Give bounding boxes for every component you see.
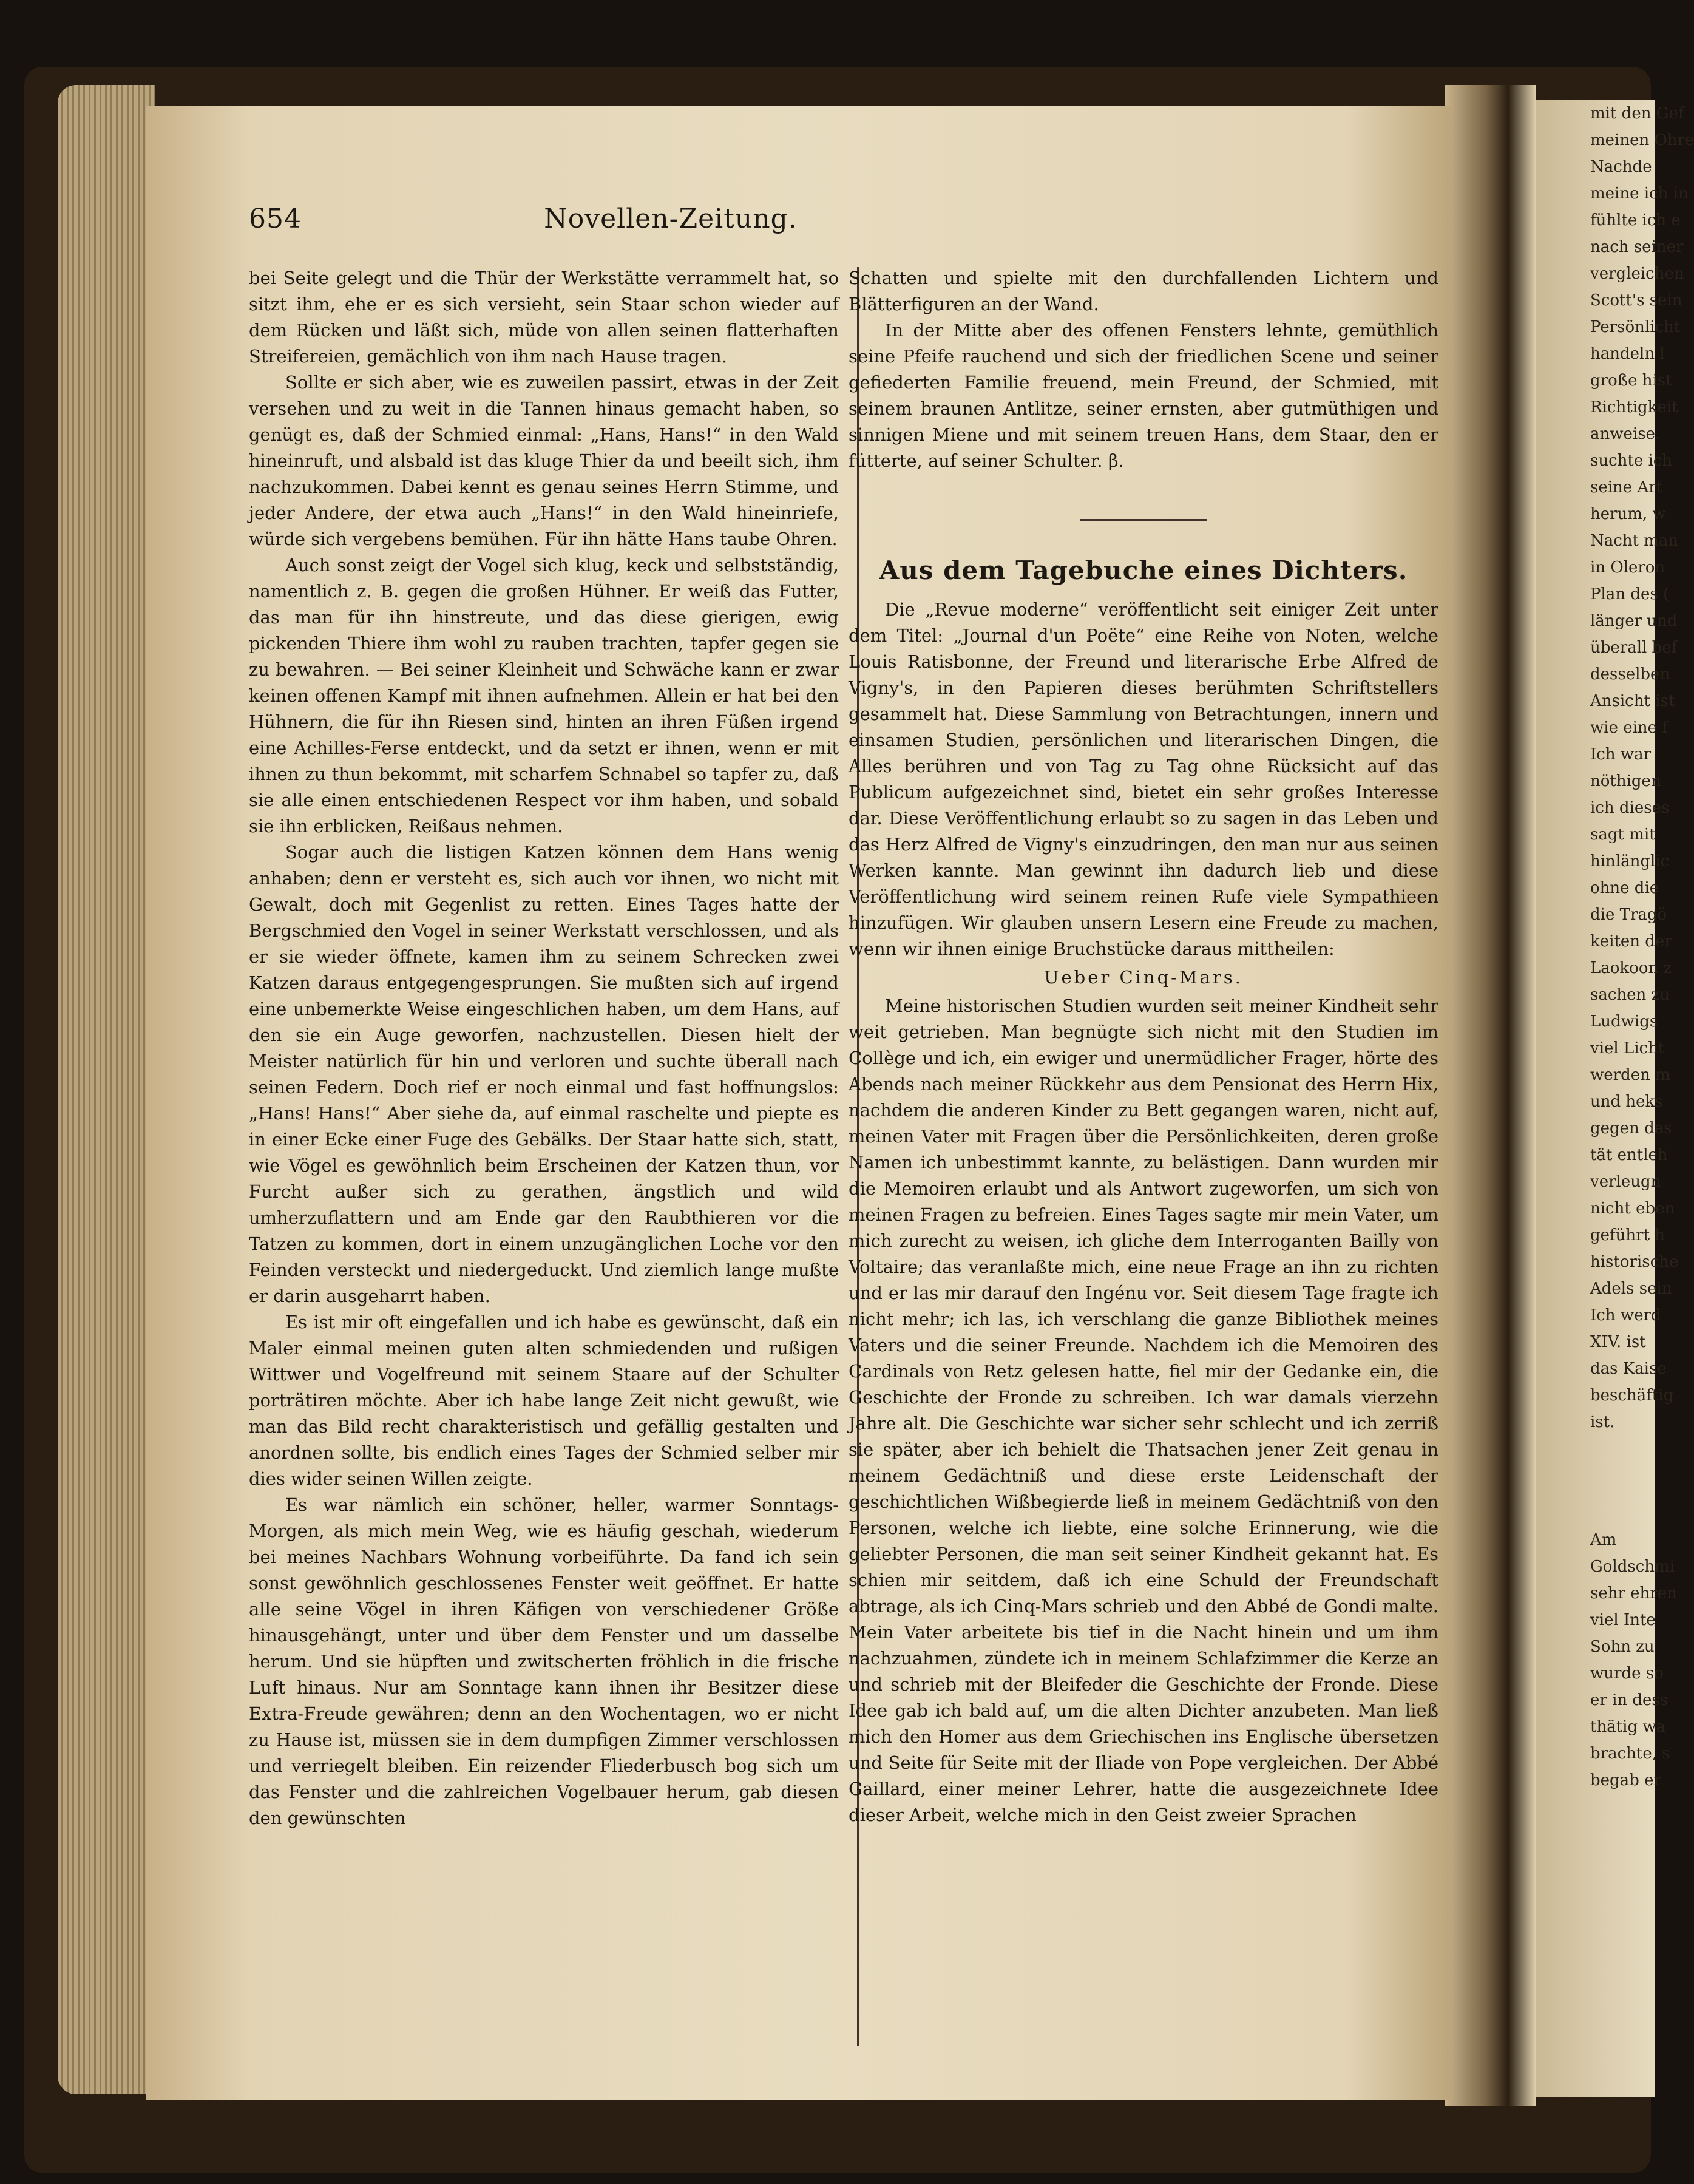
facing-page-line: vergleichen <box>1590 265 1684 283</box>
facing-page-line: er in dess <box>1590 1691 1669 1709</box>
facing-page-line: das Kaise <box>1590 1360 1667 1378</box>
facing-page-line: seine Art <box>1590 478 1663 497</box>
facing-page-line: thätig wa <box>1590 1718 1666 1736</box>
facing-page-line: brachte, s <box>1590 1745 1670 1763</box>
facing-page-line: mit den Gef <box>1590 104 1684 123</box>
facing-page <box>1536 100 1694 2097</box>
facing-page-line: keiten der <box>1590 932 1672 951</box>
facing-page-line: suchte ich <box>1590 452 1673 470</box>
facing-page-line: die Tragö <box>1590 906 1667 924</box>
facing-page-line: sachen zu <box>1590 986 1670 1004</box>
facing-page-line: Nachde <box>1590 158 1652 176</box>
facing-page-line: Laokoon z <box>1590 959 1672 977</box>
section-separator <box>1080 519 1207 521</box>
paragraph: Schatten und spielte mit den durchfallenden Lichtern und Blätterfiguren an der Wand. <box>849 268 1438 314</box>
facing-page-line: historische <box>1590 1253 1679 1271</box>
facing-page-line: Ludwigs <box>1590 1012 1658 1031</box>
article-title: Aus dem Tagebuche eines Dichters. <box>879 555 1408 585</box>
facing-page-line: Sohn zu <box>1590 1638 1655 1656</box>
article-intro: Die „Revue moderne“ veröffentlicht seit einiger Zeit unter dem Titel: „Journal d'un Poëte“ eine Reihe von Noten, welche Louis Ratisbonne, der Freund und literarische Erbe Alfred de Vigny's, in den Papieren dieses berühmten Schriftstellers gesammelt hat. Diese Sammlung von Betrachtungen, innern und einsamen Studien, persönlichen und literarischen Dingen, die Alles berühren und von Tag zu Tag ohne Rücksicht auf das Publicum aufgezeichnet sind, bietet ein sehr großes Interesse dar. Diese Veröffentlichung erlaubt so zu sagen in das Leben und das Herz Alfred de Vigny's einzudringen, den man nur aus seinen Werken kannte. Man gewinnt ihn dadurch lieb und diese Veröffentlichung wird seinem reinen Rufe viele Sympathieen hinzufügen. Wir glauben unsern Lesern eine Freude zu machen, wenn wir ihnen einige Bruchstücke daraus mittheilen: <box>849 599 1438 959</box>
facing-page-line: länger und <box>1590 612 1678 630</box>
facing-page-line: Goldschmi <box>1590 1558 1675 1576</box>
facing-page-line: meine ich in <box>1590 185 1689 203</box>
paragraph: bei Seite gelegt und die Thür der Werkstätte verrammelt hat, so sitzt ihm, ehe er es sich versieht, sein Staar schon wieder auf dem Rücken und läßt sich, müde von allen seinen flatterhaften Streifereien, gemächlich von ihm nach Hause tragen. <box>249 268 839 367</box>
facing-page-line: ist. <box>1590 1413 1615 1431</box>
facing-page-line: begab er <box>1590 1771 1661 1789</box>
paragraph: Sogar auch die listigen Katzen können dem Hans wenig anhaben; denn er versteht es, sich auch vor ihnen, wo nicht mit Gewalt, doch mit Gegenlist zu retten. Eines Tages hatte der Bergschmied den Vogel in seiner Werkstatt verschlossen, und als er sie wieder öffnete, kamen ihm zu seinem Schrecken zwei Katzen daraus entgegengesprungen. Sie mußten sich auf irgend eine unbemerkte Weise eingeschlichen haben, um dem Hans, auf den sie ein Auge geworfen, nachzustellen. Diesen hielt der Meister natürlich für hin und verloren und suchte überall nach seinen Federn. Doch rief er noch einmal und fast hoffnungslos: „Hans! Hans!“ Aber siehe da, auf einmal raschelte und piepte es in einer Ecke einer Fuge des Gebälks. Der Staar hatte sich, statt, wie Vögel es gewöhnlich beim Erscheinen der Katzen thun, vor Furcht außer sich zu gerathen, ängstlich und wild umherzuflattern und am Ende gar den Raubthieren vor die Tatzen zu kommen, dort in einem unzugänglichen Loche vor den Feinden versteckt und niedergeduckt. Und ziemlich lange mußte er darin ausgeharrt haben. <box>249 842 839 1306</box>
facing-page-line: tät entleh <box>1590 1146 1668 1164</box>
paragraph: Auch sonst zeigt der Vogel sich klug, keck und selbstständig, namentlich z. B. gegen die großen Hühner. Er weiß das Futter, das man für ihn hinstreute, und das diese gierigen, ewig pickenden Thiere ihm wohl zu rauben trachten, tapfer gegen sie zu bewahren. — Bei seiner Kleinheit und Schwäche kann er zwar keinen offenen Kampf mit ihnen aufnehmen. Allein er hat bei den Hühnern, die für ihn Riesen sind, hinten an ihren Füßen irgend eine Achilles-Ferse entdeckt, und da setzt er ihnen, wenn er mit ihnen zu thun bekommt, mit scharfem Schnabel so tapfer zu, daß sie alle einen entschiedenen Respect vor ihm haben, und sobald sie ihn erblicken, Reißaus nehmen. <box>249 555 839 836</box>
paragraph: Sollte er sich aber, wie es zuweilen passirt, etwas in der Zeit versehen und zu weit in die Tannen hinaus gemacht haben, so genügt es, daß der Schmied einmal: „Hans, Hans!“ in den Wald hineinruft, und alsbald ist das kluge Thier da und beeilt sich, ihm nachzukommen. Dabei kennt es genau seines Herrn Stimme, und jeder Andere, der etwa auch „Hans!“ in den Wald hineinriefe, würde sich vergebens bemühen. Für ihn hätte Hans taube Ohren. <box>249 372 839 549</box>
facing-page-line: handeln l <box>1590 345 1665 363</box>
facing-page-line: Scott's sein <box>1590 291 1682 310</box>
facing-page-line: meinen Ohre <box>1590 131 1694 149</box>
facing-page-line: XIV. ist <box>1590 1333 1646 1351</box>
facing-page-line: anweise. <box>1590 425 1661 443</box>
facing-page-line: Am <box>1590 1531 1617 1549</box>
facing-page-line: nöthigen <box>1590 772 1661 790</box>
facing-page-line: viel Inte <box>1590 1611 1656 1629</box>
book-gutter <box>1445 85 1536 2106</box>
paragraph: Es ist mir oft eingefallen und ich habe es gewünscht, daß ein Maler einmal meinen guten alten schmiedenden und rußigen Wittwer und Vogelfreund mit seinem Staare auf der Schulter porträtiren möchte. Aber ich habe lange Zeit nicht gewußt, wie man das Bild recht charakteristisch und gefällig gestalten und anordnen sollte, bis endlich eines Tages der Schmied selber mir dies wider seinen Willen zeigte. <box>249 1312 839 1489</box>
facing-page-line: Ansicht ist <box>1590 692 1675 710</box>
facing-page-line: ich dieses <box>1590 799 1670 817</box>
facing-page-line: gegen das <box>1590 1119 1672 1138</box>
facing-page-line: wurde so <box>1590 1664 1664 1683</box>
facing-page-line: beschäftig <box>1590 1386 1674 1405</box>
facing-page-line: sagt mit <box>1590 826 1656 844</box>
right-column <box>849 265 1438 1828</box>
section-subheading: Ueber Cinq-Mars. <box>1044 967 1243 988</box>
facing-page-line: hinlänglic <box>1590 852 1670 870</box>
page-edges <box>58 85 155 2094</box>
page-number: 654 <box>249 203 302 234</box>
running-head <box>249 203 1093 246</box>
facing-page-line: geführt h <box>1590 1226 1665 1244</box>
fragment-gap <box>1536 1436 1655 1527</box>
facing-page-line: viel Licht <box>1590 1039 1665 1057</box>
left-column <box>249 265 839 1831</box>
facing-page-line: Adels sein <box>1590 1280 1672 1298</box>
facing-page-line: und heks <box>1590 1093 1663 1111</box>
facing-page-line: Persönlicht <box>1590 318 1681 336</box>
facing-page-line: große hist <box>1590 371 1672 390</box>
facing-page-line: Plan des ( <box>1590 585 1670 603</box>
facing-page-line: wie eine f <box>1590 719 1668 737</box>
facing-page-line: nach seiner <box>1590 238 1684 256</box>
facing-page-line: überall bef <box>1590 639 1678 657</box>
facing-page-line: in Oleron <box>1590 558 1665 577</box>
facing-page-text <box>1536 100 1694 1794</box>
article-body: Meine historischen Studien wurden seit meiner Kindheit sehr weit getrieben. Man begnügte sich nicht mit den Studien im Collège und ich, ein ewiger und unermüdlicher Frager, hörte des Abends nach meiner Rückkehr aus dem Pensionat des Herrn Hix, nachdem die anderen Kinder zu Bett gegangen waren, nicht auf, meinen Vater mit Fragen über die Persönlichkeiten, deren große Namen ich unbestimmt kannte, zu belästigen. Dann wurden mir die Memoiren erlaubt und als Antwort zugeworfen, um sich von meinen Fragen zu befreien. Eines Tages sagte mir mein Vater, um mich zurecht zu weisen, ich gliche dem Interroganten Bailly von Voltaire; das veranlaßte mich, eine neue Frage an ihn zu richten und er las mir darauf den Ingénu vor. Seit diesem Tage fragte ich nicht mehr; ich las, ich verschlang die ganze Bibliothek meines Vaters und die seiner Freunde. Nachdem ich die Memoiren des Cardinals von Retz gelesen hatte, fiel mir der Gedanke ein, die Geschichte der Fronde zu schreiben. Ich war damals vierzehn Jahre alt. Die Geschichte war sicher sehr schlecht und ich zerriß sie später, aber ich behielt die Thatsachen jener Zeit genau in meinem Gedächtniß und diese erste Leidenschaft der geschichtlichen Wißbegierde ließ in meinem Gedächtniß von den Personen, welche ich liebte, eine solche Erinnerung, wie die geliebter Personen, die man seit seiner Kindheit gekannt hat. Es schien mir seitdem, daß ich eine Schuld der Freundschaft abtrage, als ich Cinq-Mars schrieb und den Abbé de Gondi malte. Mein Vater arbeitete bis tief in die Nacht hinein und um ihm nachzuahmen, zündete ich in meinem Schlafzimmer die Kerze an und schrieb mit der Bleifeder die Geschichte der Fronde. Diese Idee gab ich bald auf, um die alten Dichter anzubeten. Man ließ mich den Homer aus dem Griechischen ins Englische übersetzen und Seite für Seite mit der Iliade von Pope vergleichen. Der Abbé Gaillard, einer meiner Lehrer, hatte die ausgezeichnete Idee dieser Arbeit, welche mich in den Geist zweier Sprachen <box>849 995 1438 1825</box>
facing-page-line: Richtigkeit <box>1590 398 1678 416</box>
paragraph: Es war nämlich ein schöner, heller, warmer Sonntags-Morgen, als mich mein Weg, wie es häufig geschah, wiederum bei meines Nachbars Wohnung vorbeiführte. Da fand ich sein sonst gewöhnlich geschlossenes Fenster weit geöffnet. Er hatte alle seine Vögel in ihren Käfigen von verschiedener Größe hinausgehängt, unter und über dem Fenster und um dasselbe herum. Und sie hüpften und zwitscherten fröhlich in die frische Luft hinaus. Nur am Sonntage kann ihnen ihr Besitzer diese Extra-Freude gewähren; denn an den Wochentagen, wo er nicht zu Hause ist, müssen sie in dem dumpfigen Zimmer verschlossen und verriegelt bleiben. Ein reizender Fliederbusch bog sich um das Fenster und die zahlreichen Vogelbauer herum, gab diesen den gewünschten <box>249 1494 839 1828</box>
facing-page-line: Ich werd <box>1590 1306 1661 1324</box>
facing-page-line: fühlte ich e <box>1590 211 1681 229</box>
paragraph <box>849 317 1438 474</box>
author-signature: β. <box>1108 450 1124 471</box>
left-page <box>146 106 1451 2100</box>
facing-page-line: werden m <box>1590 1066 1670 1084</box>
facing-page-line: sehr ehren <box>1590 1584 1677 1602</box>
facing-page-line: verleugn <box>1590 1173 1661 1191</box>
facing-page-line: Nacht man <box>1590 532 1679 550</box>
facing-page-line: Ich war <box>1590 745 1652 764</box>
facing-page-line: desselben <box>1590 665 1670 683</box>
facing-page-line: ohne die <box>1590 879 1659 897</box>
journal-title: Novellen-Zeitung. <box>544 203 798 234</box>
paragraph-text: In der Mitte aber des offenen Fensters lehnte, gemüthlich seine Pfeife rauchend und sich der friedlichen Scene und seiner gefiederten Familie freuend, mein Freund, der Schmied, mit seinem braunen Antlitze, seiner ernsten, aber gutmüthigen und sinnigen Miene und mit seinem treuen Hans, dem Staar, den er fütterte, auf seiner Schulter. <box>849 320 1438 471</box>
facing-page-line: nicht eben <box>1590 1199 1675 1218</box>
facing-page-line: herum, w <box>1590 505 1666 523</box>
